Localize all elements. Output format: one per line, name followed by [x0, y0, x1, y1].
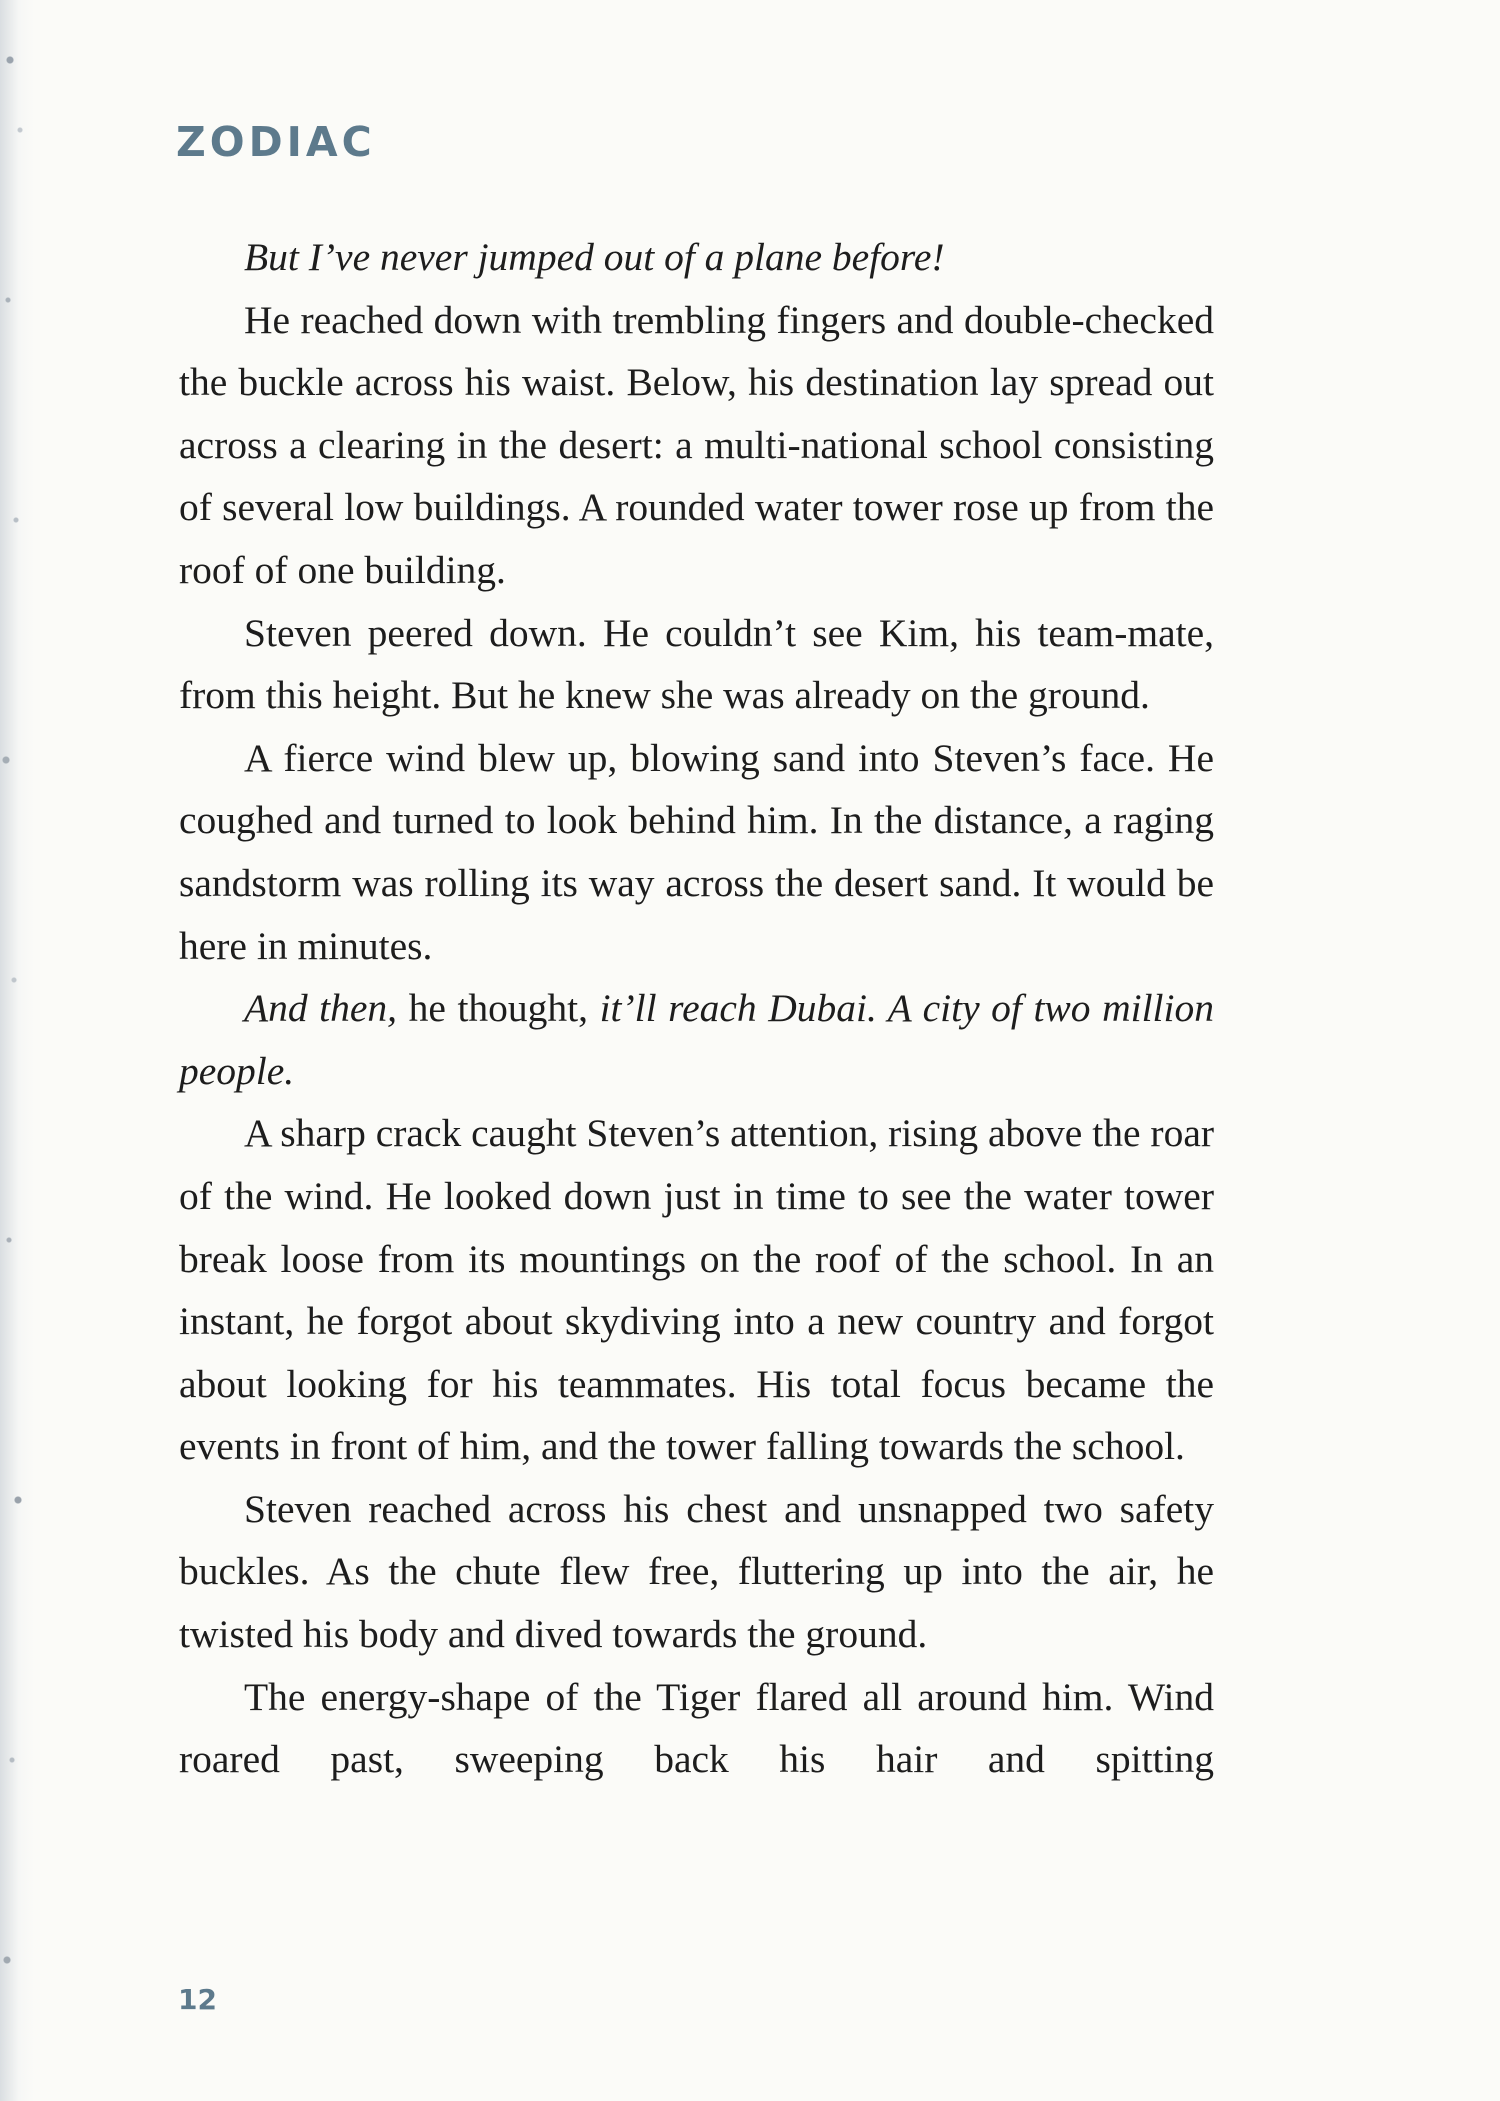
body-text — [179, 226, 1214, 1791]
scan-edge-shadow — [0, 0, 34, 2101]
plain-phrase: he thought, — [397, 986, 600, 1031]
page-number: 12 — [178, 1983, 217, 2016]
paragraph-5 — [179, 977, 1214, 1102]
paragraph-2: He reached down with trembling fingers and double-checked the buckle across his waist. Below, his destination lay spread out across a clearing in the desert: a multi-national school consisting of several low buildings. A rounded water tower rose up from the roof of one building. — [179, 297, 1214, 592]
italic-thought: But I’ve never jumped out of a plane before! — [244, 235, 945, 279]
paragraph-8: The energy-shape of the Tiger flared all around him. Wind roared past, sweeping back his hair and spitting — [179, 1674, 1214, 1782]
paragraph-4: A fierce wind blew up, blowing sand into Steven’s face. He coughed and turned to look behind him. In the distance, a raging sandstorm was rolling its way across the desert sand. It would be here in minutes. — [179, 735, 1214, 968]
paragraph-3: Steven peered down. He couldn’t see Kim, his team-mate, from this height. But he knew she was already on the ground. — [179, 610, 1214, 718]
paragraph-7: Steven reached across his chest and unsnapped two safety buckles. As the chute flew free, fluttering up into the air, he twisted his body and dived towards the ground. — [179, 1486, 1214, 1657]
paragraph-1 — [179, 226, 1214, 289]
italic-phrase-2: it’ll reach Dubai. A city of two million people. — [179, 986, 1215, 1093]
running-header: ZODIAC — [176, 118, 376, 166]
paragraph-6: A sharp crack caught Steven’s attention, rising above the roar of the wind. He looked down just in time to see the water tower break loose from its mountings on the roof of the school. In an instant, he forgot about skydiving into a new country and forgot about looking for his teammates. His total focus became the events in front of him, and the tower falling towards the school. — [179, 1111, 1214, 1469]
italic-phrase-1: And then, — [244, 986, 398, 1031]
